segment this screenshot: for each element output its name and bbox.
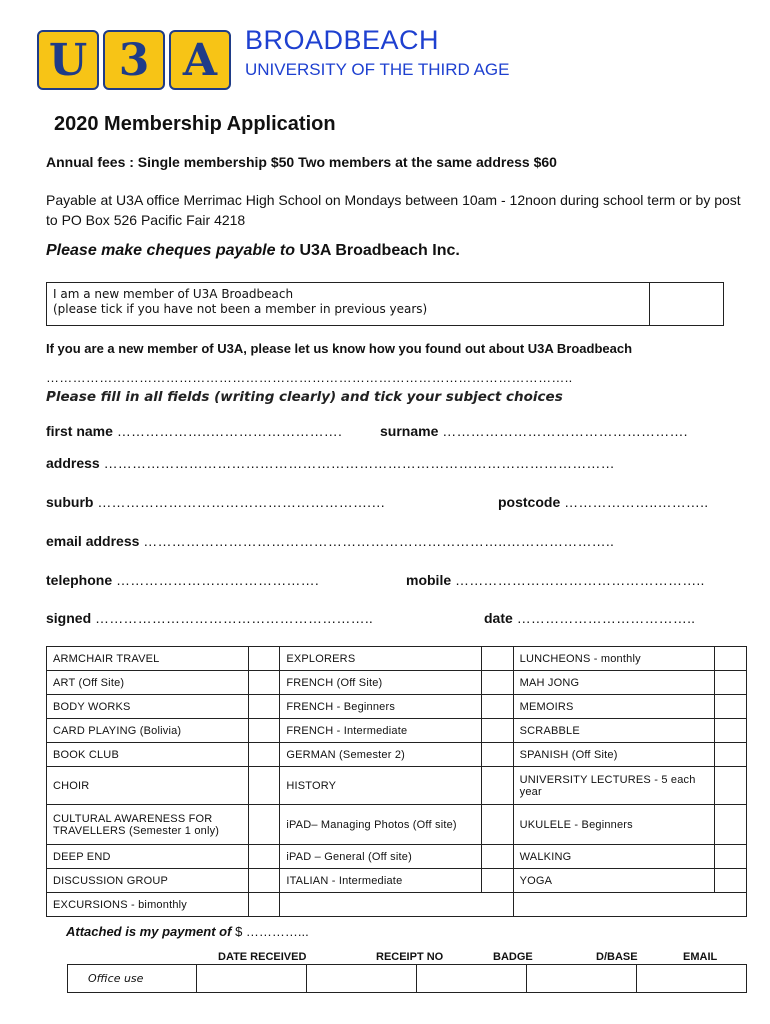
subject-label: ARMCHAIR TRAVEL bbox=[47, 647, 249, 671]
subject-checkbox[interactable] bbox=[715, 671, 747, 695]
new-member-line2: (please tick if you have not been a member in previous years) bbox=[53, 302, 428, 316]
subject-label: FRENCH (Off Site) bbox=[280, 671, 482, 695]
office-dbase-cell[interactable] bbox=[527, 965, 637, 993]
subjects-table bbox=[46, 646, 747, 917]
email-label: email address bbox=[46, 533, 140, 549]
subject-checkbox[interactable] bbox=[248, 695, 280, 719]
mobile-field[interactable] bbox=[406, 572, 705, 588]
subject-checkbox[interactable] bbox=[482, 869, 514, 893]
subject-label: SCRABBLE bbox=[513, 719, 715, 743]
subject-empty-cell bbox=[513, 893, 746, 917]
subject-label: CHOIR bbox=[47, 767, 249, 805]
logo-letter-3: 3 bbox=[103, 30, 165, 90]
subject-label: UKULELE - Beginners bbox=[513, 805, 715, 845]
surname-input-line[interactable]: ……………………………………………. bbox=[442, 423, 688, 439]
logo-letter-u: U bbox=[37, 30, 99, 90]
subject-checkbox[interactable] bbox=[248, 845, 280, 869]
office-header-receipt-no: RECEIPT NO bbox=[376, 951, 444, 963]
subject-checkbox[interactable] bbox=[482, 743, 514, 767]
address-field[interactable] bbox=[46, 455, 615, 471]
office-badge-cell[interactable] bbox=[417, 965, 527, 993]
subject-label: LUNCHEONS - monthly bbox=[513, 647, 715, 671]
subject-label: CULTURAL AWARENESS FOR TRAVELLERS (Semester 1 only) bbox=[47, 805, 249, 845]
subject-checkbox[interactable] bbox=[248, 869, 280, 893]
suburb-input-line[interactable]: ………………………………………………….… bbox=[97, 494, 386, 510]
subject-label: EXCURSIONS - bimonthly bbox=[47, 893, 249, 917]
table-row bbox=[47, 695, 747, 719]
subject-checkbox[interactable] bbox=[248, 805, 280, 845]
payment-amount-input[interactable]: $ …………... bbox=[235, 924, 309, 939]
org-name: BROADBEACH bbox=[245, 25, 440, 55]
first-name-input-line[interactable]: ………………..………………………. bbox=[116, 423, 343, 439]
first-name-field[interactable] bbox=[46, 423, 342, 439]
signed-input-line[interactable]: ………………………………………………….. bbox=[95, 610, 373, 626]
subject-label: YOGA bbox=[513, 869, 715, 893]
telephone-field[interactable] bbox=[46, 572, 319, 588]
subject-checkbox[interactable] bbox=[715, 743, 747, 767]
subject-checkbox[interactable] bbox=[715, 719, 747, 743]
payment-line bbox=[66, 924, 309, 939]
org-subtitle: UNIVERSITY OF THE THIRD AGE bbox=[245, 60, 510, 79]
subject-checkbox[interactable] bbox=[482, 845, 514, 869]
subject-checkbox[interactable] bbox=[482, 647, 514, 671]
table-row bbox=[47, 869, 747, 893]
logo-letter-a: A bbox=[169, 30, 231, 90]
subject-checkbox[interactable] bbox=[248, 743, 280, 767]
telephone-input-line[interactable]: ……………………………………. bbox=[116, 572, 319, 588]
table-row bbox=[47, 767, 747, 805]
how-found-question: If you are a new member of U3A, please let us know how you found out about U3A Broadbeach bbox=[46, 341, 633, 356]
cheque-payee: U3A Broadbeach Inc. bbox=[299, 242, 460, 259]
cheque-instructions bbox=[46, 242, 460, 260]
new-member-line1: I am a new member of U3A Broadbeach bbox=[53, 287, 294, 301]
office-use-table bbox=[67, 964, 747, 993]
subject-checkbox[interactable] bbox=[248, 767, 280, 805]
table-row bbox=[47, 647, 747, 671]
subject-label: FRENCH - Beginners bbox=[280, 695, 482, 719]
signed-field[interactable] bbox=[46, 610, 373, 626]
address-input-line[interactable]: ……………………………………………………………………………………………… bbox=[103, 455, 615, 471]
subject-checkbox[interactable] bbox=[715, 695, 747, 719]
subject-label: ART (Off Site) bbox=[47, 671, 249, 695]
date-input-line[interactable]: ……………………………….. bbox=[516, 610, 696, 626]
subject-label: DEEP END bbox=[47, 845, 249, 869]
signed-label: signed bbox=[46, 610, 92, 626]
payment-instructions: Payable at U3A office Merrimac High School on Mondays between 10am - 12noon during school term or by post to PO Box 526 Pacific Fair 4218 bbox=[46, 192, 741, 228]
subject-label: CARD PLAYING (Bolivia) bbox=[47, 719, 249, 743]
subject-checkbox[interactable] bbox=[715, 805, 747, 845]
email-field[interactable] bbox=[46, 533, 614, 549]
table-row bbox=[47, 805, 747, 845]
office-receipt-no-cell[interactable] bbox=[307, 965, 417, 993]
table-row bbox=[47, 893, 747, 917]
subject-checkbox[interactable] bbox=[715, 647, 747, 671]
subject-label: WALKING bbox=[513, 845, 715, 869]
subject-label: MAH JONG bbox=[513, 671, 715, 695]
telephone-label: telephone bbox=[46, 572, 113, 588]
office-date-received-cell[interactable] bbox=[197, 965, 307, 993]
subject-checkbox[interactable] bbox=[482, 767, 514, 805]
date-label: date bbox=[484, 610, 513, 626]
date-field[interactable] bbox=[484, 610, 695, 626]
mobile-input-line[interactable]: …………………………………………….. bbox=[455, 572, 705, 588]
subject-label: DISCUSSION GROUP bbox=[47, 869, 249, 893]
how-found-answer-line[interactable]: ……………………………………………………………………………………………………….. bbox=[46, 370, 573, 385]
new-member-checkbox[interactable] bbox=[650, 283, 723, 325]
subject-checkbox[interactable] bbox=[715, 845, 747, 869]
fill-instructions: Please fill in all fields (writing clearly) and tick your subject choices bbox=[46, 389, 563, 405]
subject-checkbox[interactable] bbox=[482, 671, 514, 695]
postcode-input-line[interactable]: ………………..……….. bbox=[564, 494, 709, 510]
table-row bbox=[68, 965, 747, 993]
address-label: address bbox=[46, 455, 100, 471]
subject-label: BOOK CLUB bbox=[47, 743, 249, 767]
table-row bbox=[47, 719, 747, 743]
mobile-label: mobile bbox=[406, 572, 452, 588]
subject-label: ITALIAN - Intermediate bbox=[280, 869, 482, 893]
subject-checkbox[interactable] bbox=[248, 647, 280, 671]
office-use-label: Office use bbox=[68, 965, 197, 993]
suburb-field[interactable] bbox=[46, 494, 385, 510]
annual-fees: Annual fees : Single membership $50 Two members at the same address $60 bbox=[46, 154, 557, 170]
subject-label: iPAD– Managing Photos (Off site) bbox=[280, 805, 482, 845]
u3a-logo bbox=[37, 30, 231, 90]
table-row bbox=[47, 845, 747, 869]
surname-label: surname bbox=[380, 423, 439, 439]
suburb-label: suburb bbox=[46, 494, 94, 510]
office-header-dbase: D/BASE bbox=[596, 951, 638, 963]
cheque-prefix: Please make cheques payable to bbox=[46, 242, 296, 259]
new-member-label bbox=[47, 283, 650, 325]
subject-checkbox[interactable] bbox=[248, 893, 280, 917]
first-name-label: first name bbox=[46, 423, 113, 439]
subject-checkbox[interactable] bbox=[248, 671, 280, 695]
subject-empty-cell bbox=[280, 893, 513, 917]
surname-field[interactable] bbox=[380, 423, 688, 439]
subject-label: EXPLORERS bbox=[280, 647, 482, 671]
subject-checkbox[interactable] bbox=[482, 805, 514, 845]
subject-label: HISTORY bbox=[280, 767, 482, 805]
postcode-field[interactable] bbox=[498, 494, 708, 510]
subject-label: iPAD – General (Off site) bbox=[280, 845, 482, 869]
subject-label: GERMAN (Semester 2) bbox=[280, 743, 482, 767]
office-header-badge: BADGE bbox=[493, 951, 533, 963]
subject-label: SPANISH (Off Site) bbox=[513, 743, 715, 767]
office-email-cell[interactable] bbox=[637, 965, 747, 993]
new-member-box bbox=[46, 282, 724, 326]
subject-label: UNIVERSITY LECTURES - 5 each year bbox=[513, 767, 715, 805]
email-input-line[interactable]: …………………………………………………………………..………………….. bbox=[143, 533, 615, 549]
table-row bbox=[47, 671, 747, 695]
postcode-label: postcode bbox=[498, 494, 561, 510]
subject-checkbox[interactable] bbox=[715, 767, 747, 805]
subject-label: MEMOIRS bbox=[513, 695, 715, 719]
subject-checkbox[interactable] bbox=[715, 869, 747, 893]
subject-label: BODY WORKS bbox=[47, 695, 249, 719]
subject-label: FRENCH - Intermediate bbox=[280, 719, 482, 743]
subject-checkbox[interactable] bbox=[482, 719, 514, 743]
payment-label: Attached is my payment of bbox=[66, 924, 232, 939]
office-header-date-received: DATE RECEIVED bbox=[218, 951, 307, 963]
page-title: 2020 Membership Application bbox=[54, 113, 336, 135]
subject-checkbox[interactable] bbox=[482, 695, 514, 719]
office-header-email: EMAIL bbox=[683, 951, 718, 963]
subject-checkbox[interactable] bbox=[248, 719, 280, 743]
table-row bbox=[47, 743, 747, 767]
